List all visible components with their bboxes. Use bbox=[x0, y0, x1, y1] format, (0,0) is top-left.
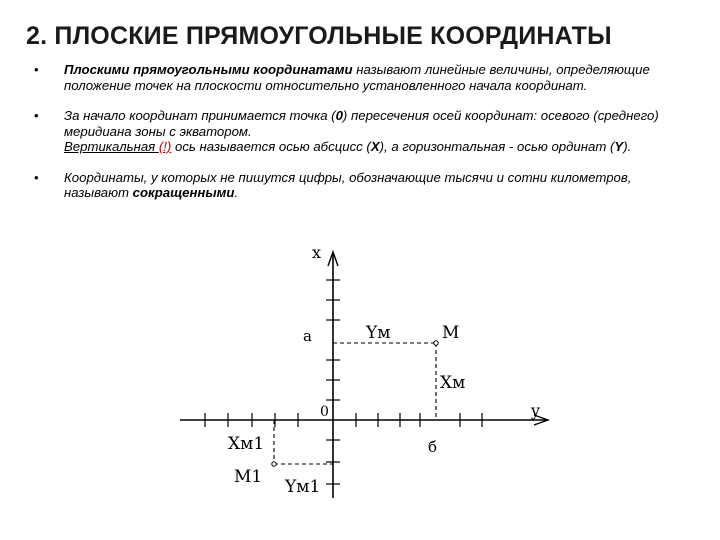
underlined-text: Вертикальная bbox=[64, 139, 159, 154]
xm1-label: Xм1 bbox=[228, 434, 265, 454]
ym-label: Yм bbox=[366, 323, 391, 343]
x-axis-label: x bbox=[312, 243, 322, 262]
ym1-label: Yм1 bbox=[285, 477, 321, 497]
point-m1-marker bbox=[272, 462, 276, 466]
y-axis-label: y bbox=[531, 401, 541, 420]
emphasis-mark: (!) bbox=[158, 139, 172, 154]
bullet-marker: • bbox=[34, 62, 39, 77]
bold-term: сокращенными bbox=[132, 185, 235, 200]
point-a-label: a bbox=[303, 327, 312, 345]
xm-label: Xм bbox=[440, 373, 466, 393]
coordinate-diagram bbox=[170, 240, 570, 505]
bold-term: Плоскими прямоугольными координатами bbox=[64, 62, 353, 77]
m1-label: M1 bbox=[234, 467, 263, 487]
origin-label: 0 bbox=[320, 404, 329, 420]
bullet-text: Плоскими прямоугольными координатами называют линейные величины, определяющие положение точек на плоскости относительно установленного начала координат. bbox=[64, 62, 650, 93]
point-m-marker bbox=[434, 341, 438, 345]
bullet-item-3 bbox=[34, 170, 694, 201]
bullet-text: За начало координат принимается точка (0) пересечения осей координат: осевого (среднего) меридиана зоны с экватором. Вертикальная (!) ось называется осью абсцисс (X), а горизонтальная - осью ординат (Y). bbox=[64, 108, 659, 154]
bullet-item-2 bbox=[34, 108, 694, 155]
bullet-item-1 bbox=[34, 62, 694, 93]
bullet-text: Координаты, у которых не пишутся цифры, обозначающие тысячи и сотни километров, называют сокращенными. bbox=[64, 169, 632, 200]
slide-title: 2. ПЛОСКИЕ ПРЯМОУГОЛЬНЫЕ КООРДИНАТЫ bbox=[26, 22, 612, 50]
point-b-label: б bbox=[428, 438, 438, 456]
bullet-marker: • bbox=[34, 108, 39, 123]
bullet-marker: • bbox=[34, 169, 39, 185]
bullet-list bbox=[34, 62, 694, 216]
coordinate-system-svg bbox=[170, 240, 570, 500]
point-m-label: M bbox=[442, 323, 460, 343]
